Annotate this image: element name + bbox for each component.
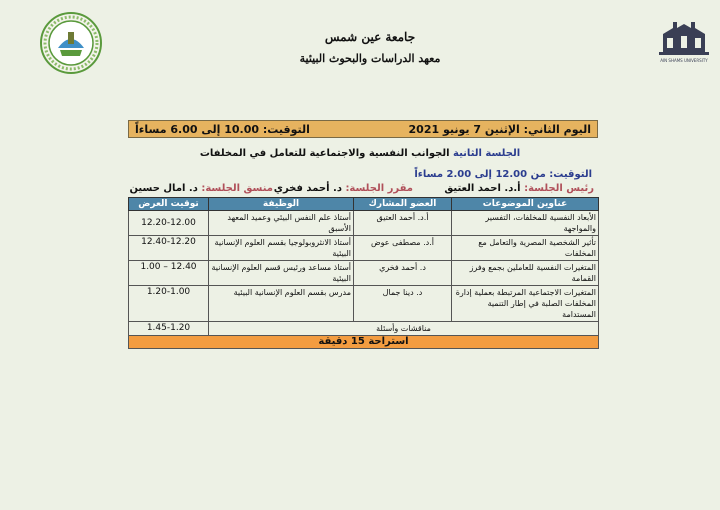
header-member: العضو المشارك [354, 198, 452, 211]
session-schedule-table [128, 197, 599, 349]
time-cell: 12.40 – 1.00 [129, 261, 209, 286]
session-time: التوقيت: من 12.00 إلى 2.00 مساءاً [414, 169, 592, 180]
table-row [129, 286, 599, 322]
member-cell: أ.د. أحمد العتيق [354, 211, 452, 236]
university-name: جامعة عين شمس [324, 30, 416, 44]
session-title: الجوانب النفسية والاجتماعية للتعامل في المخلفات [199, 148, 450, 159]
day-banner [128, 120, 598, 138]
time-cell: 12.20-12.00 [129, 211, 209, 236]
day-time-text: التوقيت: 10.00 إلى 6.00 مساءاً [135, 123, 310, 136]
session-chair [444, 183, 594, 194]
table-row [129, 236, 599, 261]
institute-name: معهد الدراسات والبحوث البيئية [299, 52, 441, 65]
session-roles [128, 183, 598, 196]
ain-shams-university-logo [655, 16, 713, 64]
header-time: توقيت العرض [129, 198, 209, 211]
reporter-label: مقرر الجلسة: [345, 183, 413, 194]
header-topics: عناوين الموضوعات [452, 198, 599, 211]
discussion-time-cell: 1.45-1.20 [129, 322, 209, 336]
time-cell: 12.40-12.20 [129, 236, 209, 261]
role-cell: مدرس بقسم العلوم الإنسانية البيئية [209, 286, 354, 322]
reporter-name: د. أحمد فخري [273, 183, 342, 194]
role-cell: أستاذ مساعد ورئيس قسم العلوم الإنسانية البيئية [209, 261, 354, 286]
break-row [129, 336, 599, 349]
chair-name: أ.د. احمد العتيق [444, 183, 521, 194]
discussion-cell: مناقشات وأسئلة [209, 322, 599, 336]
chair-label: رئيس الجلسة: [524, 183, 594, 194]
table-row [129, 261, 599, 286]
day-text: اليوم الثاني: الإثنين 7 يونيو 2021 [408, 123, 591, 136]
institute-seal-logo [40, 12, 102, 74]
member-cell: أ.د. مصطفى عوض [354, 236, 452, 261]
table-row [129, 211, 599, 236]
member-cell: د. دينا جمال [354, 286, 452, 322]
coordinator-name: د. امال حسين [129, 183, 198, 194]
topic-cell: المتغيرات النفسية للعاملين بجمع وفرز القمامة [452, 261, 599, 286]
member-cell: د. أحمد فخري [354, 261, 452, 286]
session-heading [180, 148, 540, 159]
session-reporter [274, 183, 413, 194]
break-cell: استراحة 15 دقيقة [129, 336, 599, 349]
topic-cell: المتغيرات الاجتماعية المرتبطة بعملية إدارة المخلفات الصلبة في إطار التنمية المستدامة [452, 286, 599, 322]
topic-cell: الأبعاد النفسية للمخلفات، التفسير والمواجهة [452, 211, 599, 236]
time-cell: 1.20-1.00 [129, 286, 209, 322]
role-cell: أستاذ الانثروبولوجيا بقسم العلوم الإنسانية البيئية [209, 236, 354, 261]
coordinator-label: منسق الجلسة: [201, 183, 273, 194]
header-role: الوظيفة [209, 198, 354, 211]
session-label: الجلسة الثانية [453, 148, 521, 159]
discussion-row [129, 322, 599, 336]
table-header-row [129, 198, 599, 211]
role-cell: أستاذ علم النفس البيئي وعميد المعهد الأسبق [209, 211, 354, 236]
svg-text:AIN SHAMS UNIVERSITY: AIN SHAMS UNIVERSITY [660, 58, 708, 63]
session-coordinator [129, 183, 273, 194]
topic-cell: تأثير الشخصية المصرية والتعامل مع المخلفات [452, 236, 599, 261]
